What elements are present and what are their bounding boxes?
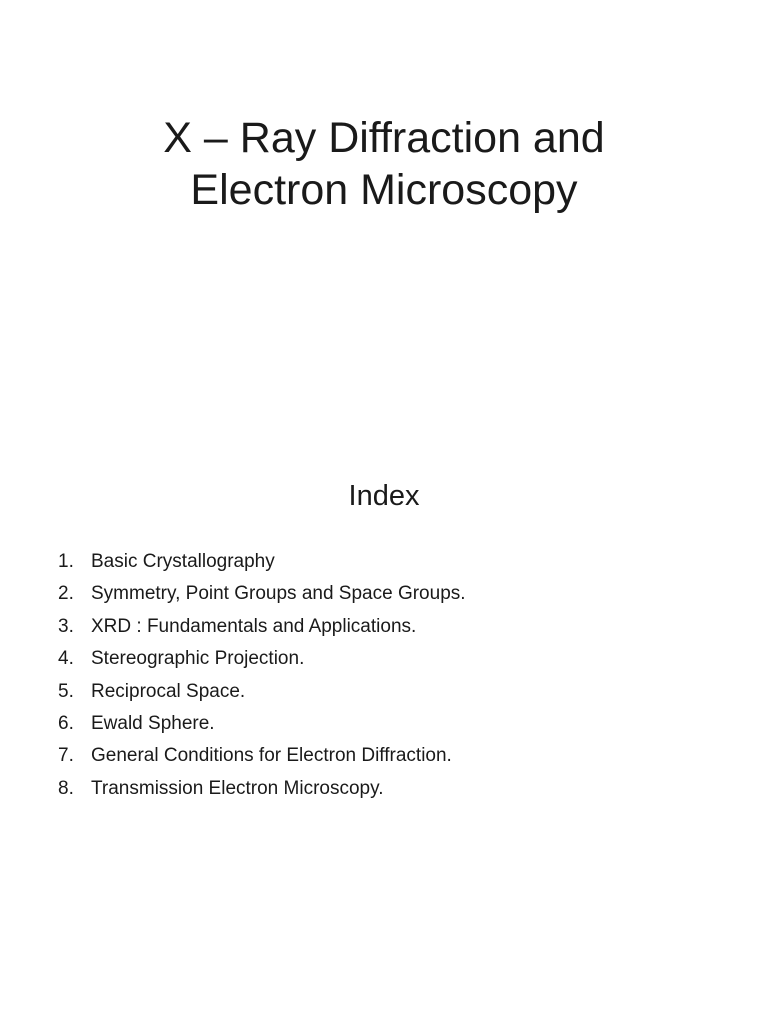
title-line-1: X – Ray Diffraction and [163,114,605,162]
page-title [0,112,768,216]
index-item-text: XRD : Fundamentals and Applications. [91,615,417,637]
index-item [58,740,466,772]
index-item-number: 8. [58,777,74,799]
index-item-number: 2. [58,583,74,605]
index-item-number: 6. [58,712,74,734]
index-item-text: Basic Crystallography [91,551,275,572]
index-item-number: 7. [58,745,74,767]
index-item [58,676,466,708]
index-item-text: Stereographic Projection. [91,648,305,670]
index-item-text: General Conditions for Electron Diffraction. [91,745,452,767]
index-item-text: Ewald Sphere. [91,712,215,734]
index-item-number: 4. [58,648,74,670]
index-item [58,773,466,805]
index-item-number: 1. [58,551,74,572]
index-item [58,643,466,675]
index-item-number: 5. [58,680,74,702]
title-line-2: Electron Microscopy [190,166,578,214]
index-item [58,546,466,578]
index-item-text: Reciprocal Space. [91,680,246,702]
index-item-text: Transmission Electron Microscopy. [91,777,384,799]
index-item-text: Symmetry, Point Groups and Space Groups. [91,583,466,605]
index-item-number: 3. [58,615,74,637]
index-list [58,546,466,805]
index-item [58,708,466,740]
index-item [58,578,466,610]
index-item [58,611,466,643]
index-heading: Index [348,480,420,512]
